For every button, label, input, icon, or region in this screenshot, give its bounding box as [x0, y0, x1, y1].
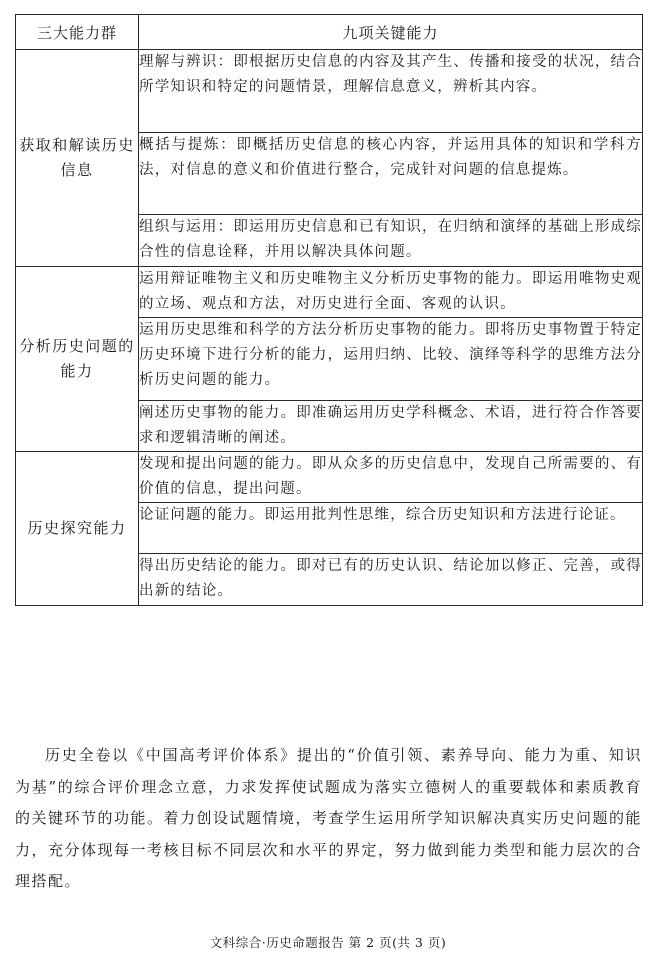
- group-analysis-cell: 分析历史问题的能力: [16, 267, 139, 452]
- table-row: [16, 452, 643, 503]
- ability-cell: 运用辩证唯物主义和历史唯物主义分析历史事物的能力。即运用唯物史观的立场、观点和方法，对历史进行全面、客观的认识。: [139, 267, 643, 318]
- table-row: [16, 50, 643, 133]
- header-key-abilities: 九项关键能力: [139, 15, 643, 50]
- summary-paragraph: 历史全卷以《中国高考评价体系》提出的“价值引领、素养导向、能力为重、知识为基”的综合评价理念立意，力求发挥使试题成为落实立德树人的重要载体和素质教育的关键环节的功能。着力创设试题情境，考查学生运用所学知识解决真实历史问题的能力，充分体现每一考核目标不同层次和水平的界定，努力做到能力类型和能力层次的合理搭配。: [15, 746, 643, 890]
- ability-cell: 概括与提炼：即概括历史信息的核心内容，并运用具体的知识和学科方法，对信息的意义和价值进行整合，完成针对问题的信息提炼。: [139, 133, 643, 215]
- group-info-cell: 获取和解读历史信息: [16, 50, 139, 267]
- ability-table: [15, 14, 643, 606]
- ability-cell: 论证问题的能力。即运用批判性思维，综合历史知识和方法进行论证。: [139, 503, 643, 554]
- header-ability-groups: 三大能力群: [16, 15, 139, 50]
- group-inquiry-cell: 历史探究能力: [16, 452, 139, 606]
- table-header-row: [16, 15, 643, 50]
- ability-cell: 理解与辨识：即根据历史信息的内容及其产生、传播和接受的状况，结合所学知识和特定的问题情景，理解信息意义，辨析其内容。: [139, 50, 643, 133]
- table-row: [16, 267, 643, 318]
- ability-cell: 运用历史思维和科学的方法分析历史事物的能力。即将历史事物置于特定历史环境下进行分析的能力，运用归纳、比较、演绎等科学的思维方法分析历史问题的能力。: [139, 318, 643, 401]
- page-footer: 文科综合·历史命题报告 第 2 页(共 3 页): [209, 935, 447, 950]
- ability-cell: 阐述历史事物的能力。即准确运用历史学科概念、术语，进行符合作答要求和逻辑清晰的阐述。: [139, 401, 643, 452]
- ability-cell: 得出历史结论的能力。即对已有的历史认识、结论加以修正、完善，或得出新的结论。: [139, 554, 643, 606]
- ability-cell: 发现和提出问题的能力。即从众多的历史信息中，发现自己所需要的、有价值的信息，提出问题。: [139, 452, 643, 503]
- ability-cell: 组织与运用：即运用历史信息和已有知识，在归纳和演绎的基础上形成综合性的信息诠释，并用以解决具体问题。: [139, 215, 643, 267]
